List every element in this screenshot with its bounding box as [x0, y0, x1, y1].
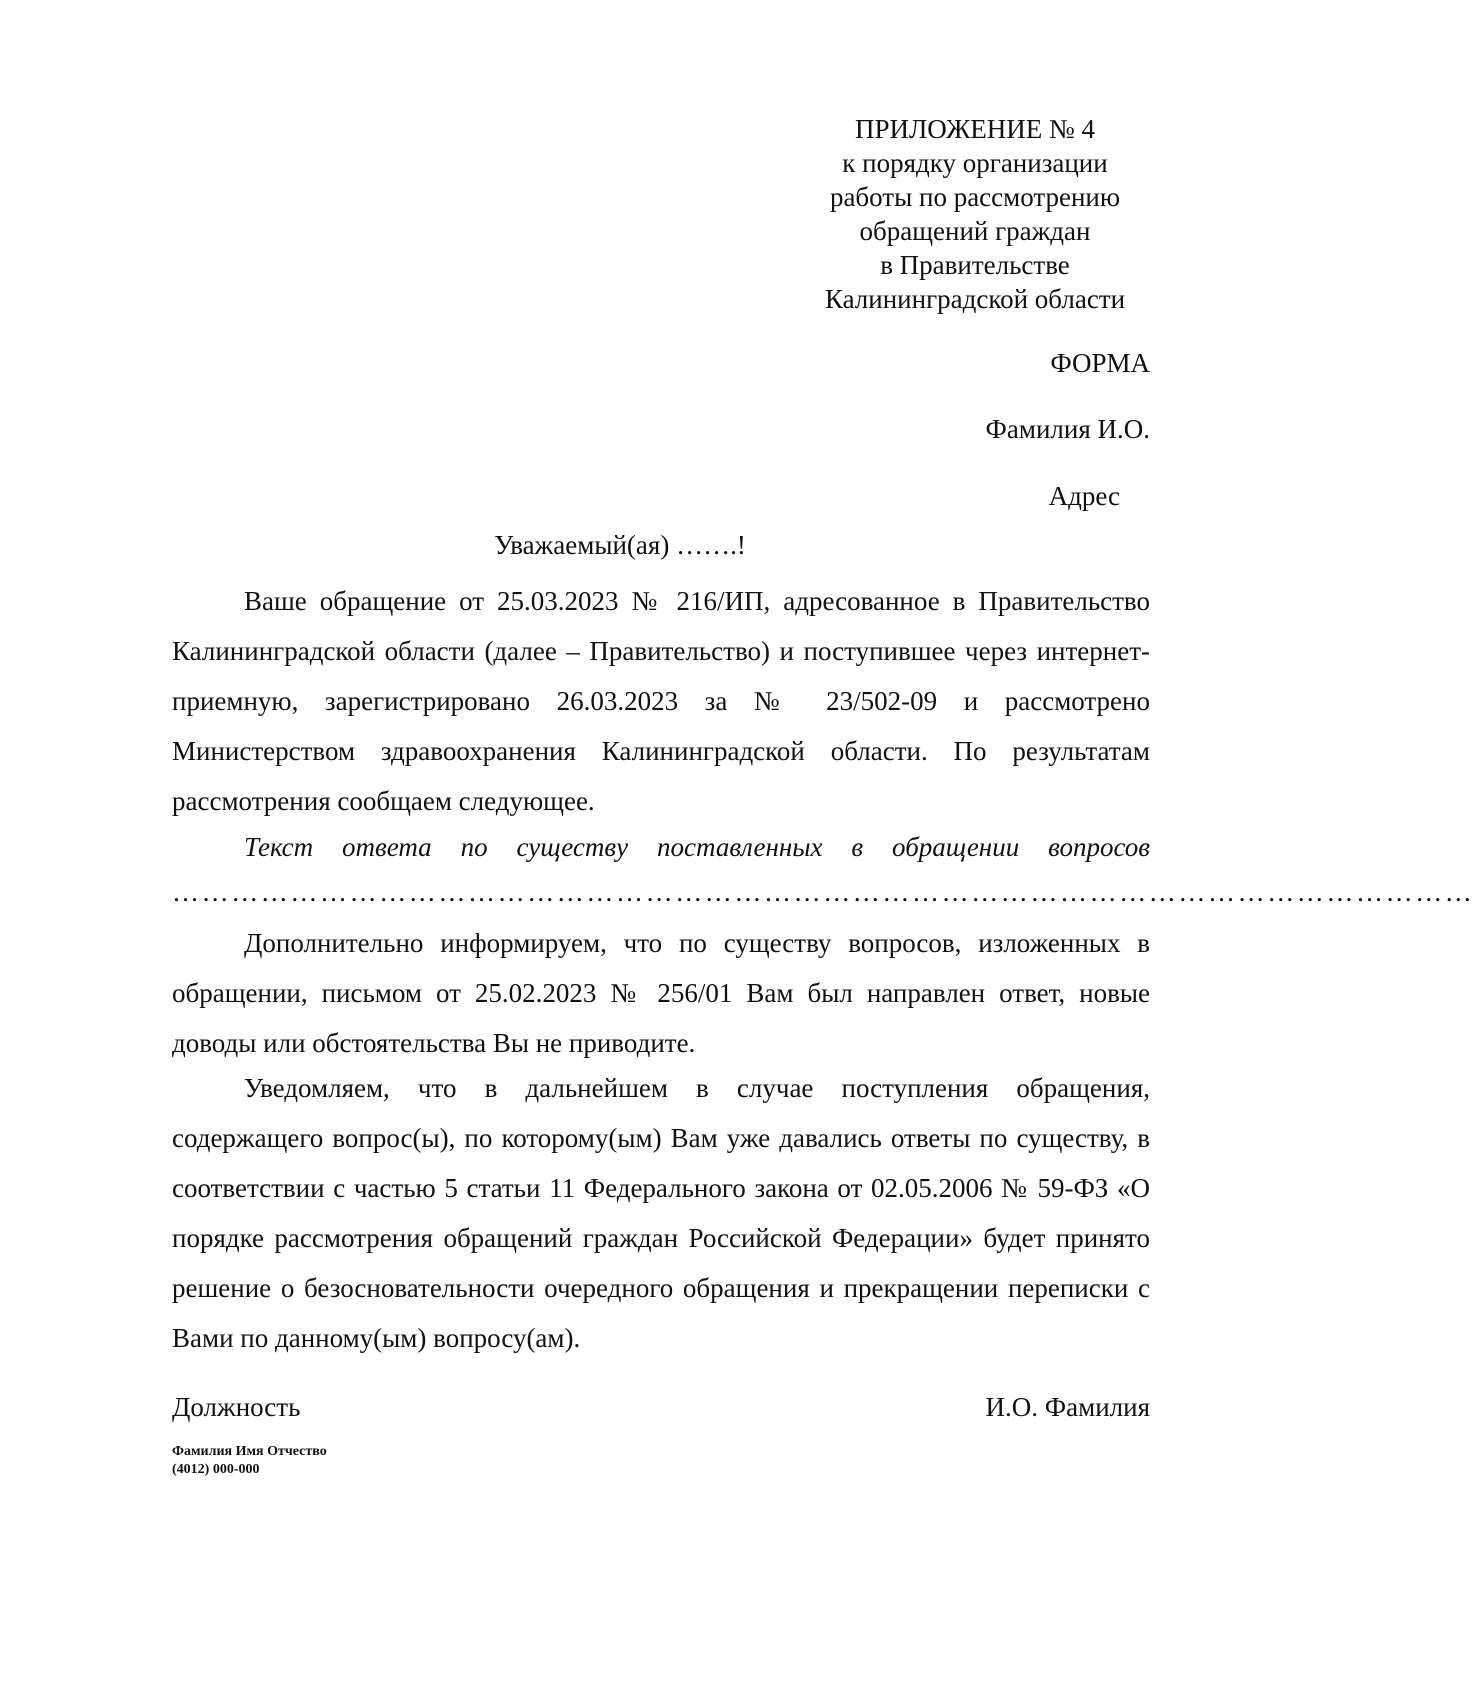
- signatory-position: Должность: [172, 1392, 301, 1422]
- appendix-header: [790, 112, 1160, 316]
- form-label: ФОРМА: [1050, 348, 1150, 378]
- appendix-title: ПРИЛОЖЕНИЕ № 4: [854, 114, 1096, 144]
- recipient-address: Адрес: [1048, 481, 1120, 511]
- paragraph-answer-placeholder: Текст ответа по существу поставленных в обращении вопросов: [244, 832, 1150, 862]
- paragraph-request-info: Ваше обращение от 25.03.2023 № 216/ИП, адресованное в Правительство Калининградской области (далее – Правительство) и поступившее через интернет-приемную, зарегистрировано 26.03.2023 за № 23/502-09 и рассмотрено Министерством здравоохранения Калининградской области. По результатам рассмотрения сообщаем следующее.: [172, 586, 1150, 816]
- executor-phone: (4012) 000-000: [172, 1462, 260, 1477]
- executor-name: Фамилия Имя Отчество: [172, 1444, 327, 1459]
- greeting: Уважаемый(ая) …….!: [494, 530, 746, 560]
- appendix-line: обращений граждан: [859, 216, 1091, 246]
- appendix-line: работы по рассмотрению: [829, 182, 1121, 212]
- appendix-line: к порядку организации: [842, 148, 1108, 178]
- paragraph-additional-info: Дополнительно информируем, что по существу вопросов, изложенных в обращении, письмом от 25.02.2023 № 256/01 Вам был направлен ответ, новые доводы или обстоятельства Вы не приводите.: [172, 928, 1150, 1058]
- appendix-line: Калининградской области: [824, 284, 1126, 314]
- appendix-line: в Правительстве: [880, 250, 1070, 280]
- dotted-line: ……………………………………………………………………………………………………………………: [172, 877, 1474, 907]
- paragraph-notice: Уведомляем, что в дальнейшем в случае поступления обращения, содержащего вопрос(ы), по которому(ым) Вам уже давались ответы по существу, в соответствии с частью 5 статьи 11 Федерального закона от 02.05.2006 № 59-ФЗ «О порядке рассмотрения обращений граждан Российской Федерации» будет принято решение о безосновательности очередного обращения и прекращении переписки с Вами по данному(ым) вопросу(ам).: [172, 1073, 1150, 1353]
- executor-info: [172, 1443, 327, 1479]
- signatory-name: И.О. Фамилия: [985, 1392, 1150, 1422]
- recipient-name: Фамилия И.О.: [985, 414, 1150, 444]
